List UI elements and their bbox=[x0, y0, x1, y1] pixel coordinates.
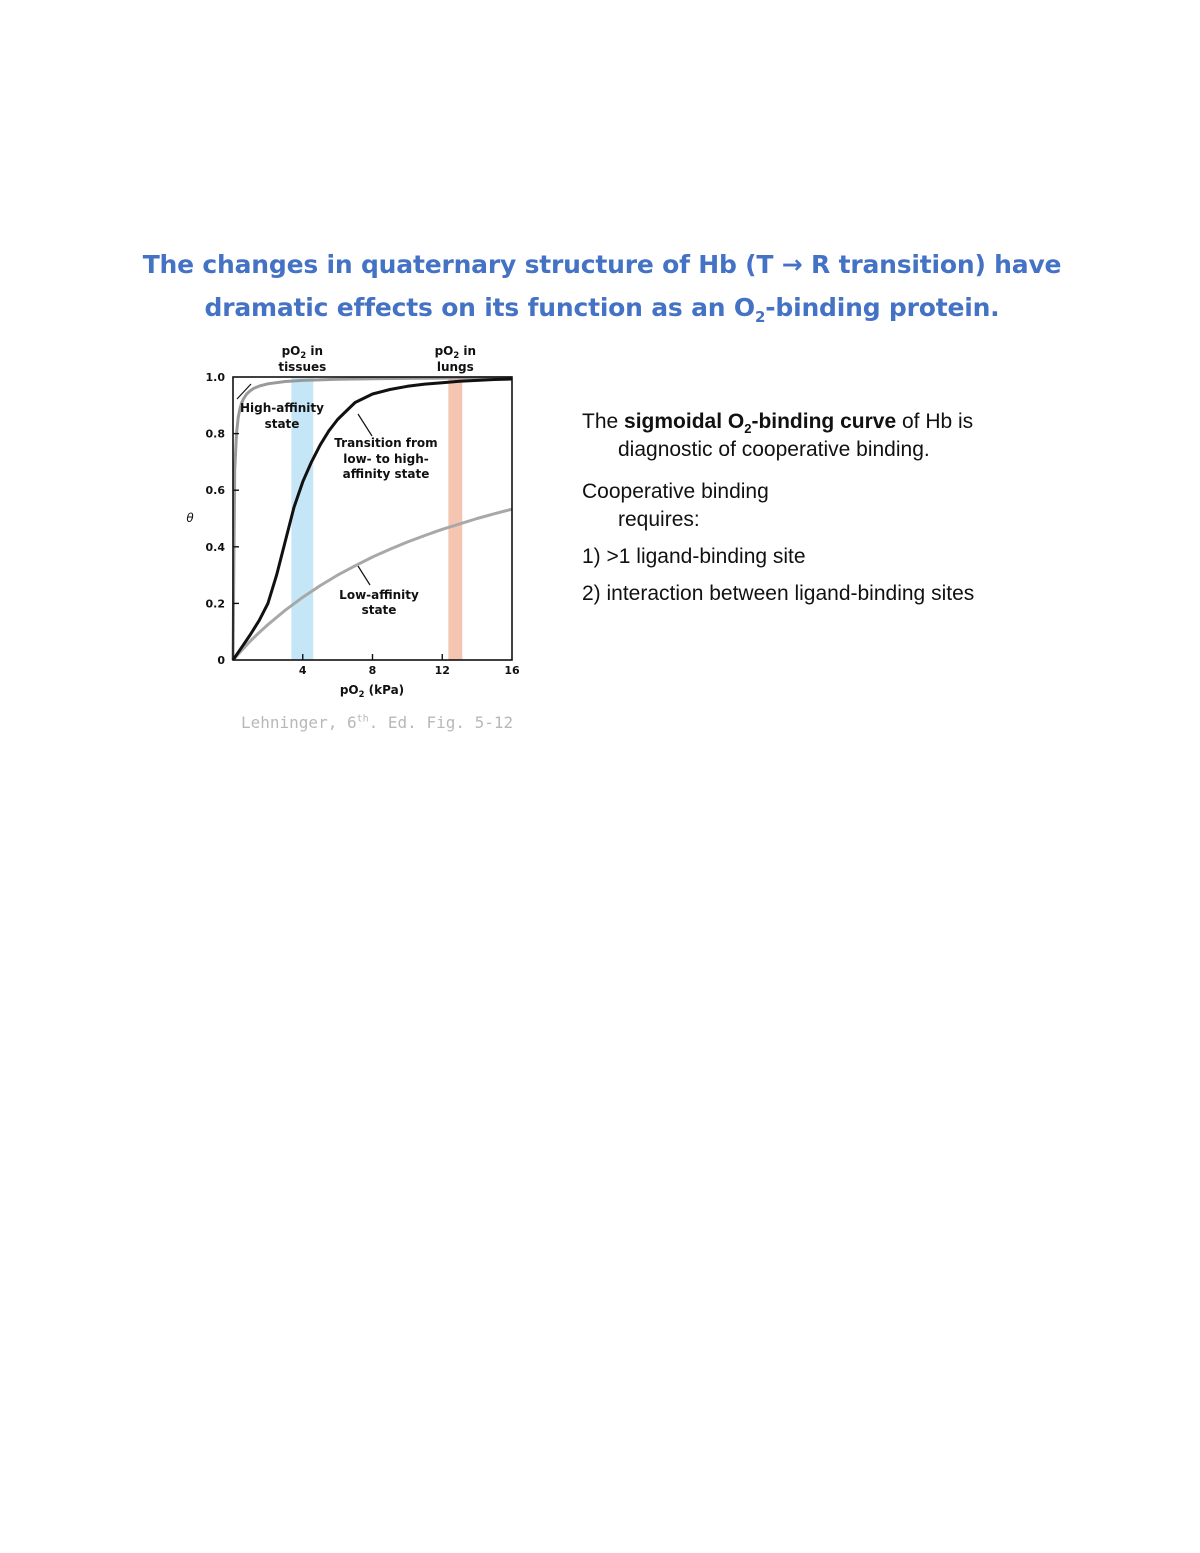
band-label-lungs: $pO_2$ in bbox=[434, 344, 477, 360]
note-item-2: 2) interaction between ligand-binding sites bbox=[582, 582, 975, 605]
annotation-transition: Transition from bbox=[334, 436, 438, 450]
note-sigmoidal: The sigmoidal $O_2$-binding curve of Hb is bbox=[582, 410, 974, 437]
y-axis-label: θ bbox=[186, 511, 194, 525]
annotation-low-affinity-pointer bbox=[358, 566, 370, 585]
y-tick-label: 0.4 bbox=[205, 540, 225, 554]
y-tick-label: 0 bbox=[217, 654, 225, 667]
note-item-1: 1) >1 ligand-binding site bbox=[582, 545, 806, 568]
band-label-lungs-line-2: lungs bbox=[436, 360, 474, 374]
annotation-low-affinity: Low-affinity bbox=[339, 588, 419, 602]
band-lungs bbox=[448, 377, 462, 660]
annotation-transition-pointer bbox=[358, 414, 372, 436]
x-tick-label: 12 bbox=[434, 664, 450, 677]
annotation-high-affinity: High-affinity bbox=[240, 401, 324, 415]
title-line-1: The changes in quaternary structure of Hb (T → R transition) have bbox=[142, 250, 1062, 279]
note-cooperative: Cooperative binding bbox=[582, 480, 769, 503]
oxygen-binding-chart bbox=[0, 0, 1200, 760]
band-label-tissues: $pO_2$ in bbox=[281, 344, 324, 360]
y-tick-label: 0.8 bbox=[205, 427, 225, 441]
title-line-2: dramatic effects on its function as an $O_2$-binding protein. bbox=[204, 293, 1000, 326]
x-tick-label: 16 bbox=[504, 664, 520, 677]
y-tick-label: 1.0 bbox=[205, 371, 225, 384]
annotation-transition-line-3: affinity state bbox=[342, 467, 430, 481]
x-axis-label: $pO_2$ (kPa) bbox=[339, 683, 405, 699]
x-tick-label: 8 bbox=[368, 664, 377, 677]
y-tick-label: 0.2 bbox=[205, 597, 225, 611]
band-label-tissues-line-2: tissues bbox=[278, 360, 327, 374]
x-tick-label: 4 bbox=[298, 664, 307, 677]
annotation-low-affinity-line-2: state bbox=[361, 603, 397, 617]
figure-caption: Lehninger, 6th. Ed. Fig. 5-12 bbox=[241, 713, 514, 732]
annotation-transition-line-2: low- to high- bbox=[343, 452, 429, 466]
notes-panel bbox=[582, 408, 1052, 608]
y-tick-label: 0.6 bbox=[205, 484, 225, 498]
note-sigmoidal-line-2: diagnostic of cooperative binding. bbox=[618, 438, 930, 461]
annotation-high-affinity-line-2: state bbox=[264, 417, 300, 431]
note-cooperative-line-2: requires: bbox=[618, 508, 700, 531]
